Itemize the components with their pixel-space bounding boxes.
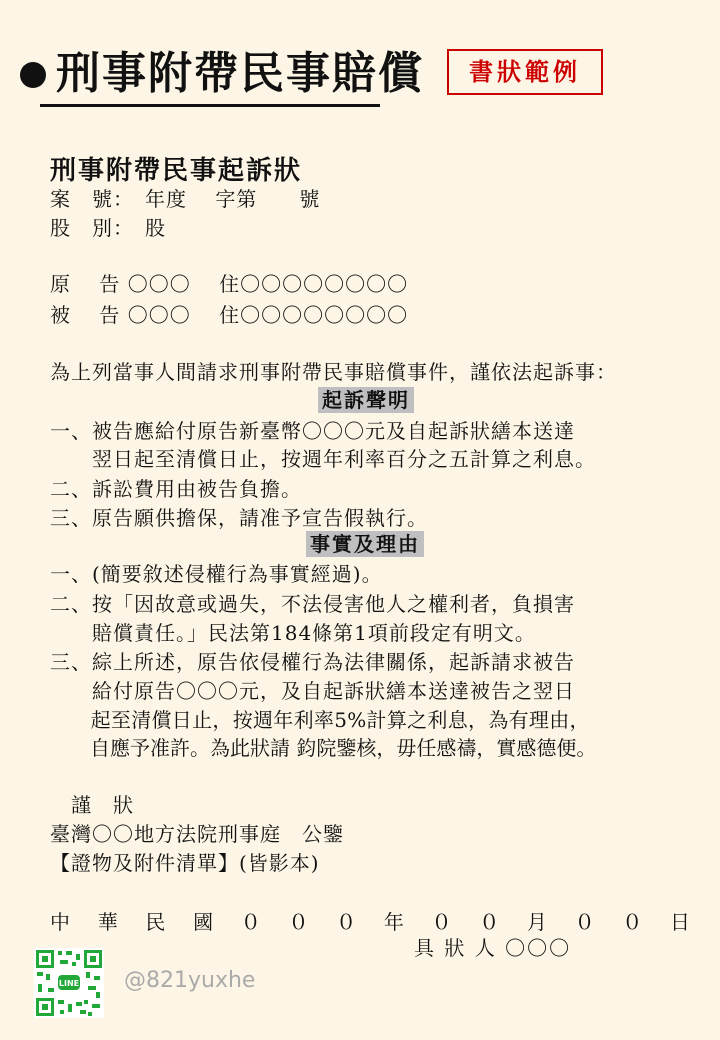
date-char: ０: [479, 910, 500, 934]
page-title: 刑事附帶民事賠償: [56, 48, 424, 99]
facts-line: 三、綜上所述，原告依侵權行為法律關係，起訴請求被告: [50, 650, 575, 674]
claim-line: 一、被告應給付原告新臺幣〇〇〇元及自起訴狀繕本送達: [50, 419, 575, 443]
claim-line: 翌日起至清償日止，按週年利率百分之五計算之利息。: [50, 447, 596, 471]
respectfully: 謹 狀: [50, 793, 134, 817]
date-row: [50, 906, 690, 935]
date-char: 日: [669, 910, 690, 934]
date-char: 華: [97, 910, 118, 934]
document-title: 刑事附帶民事起訴狀: [50, 156, 303, 186]
date-char: 年: [383, 910, 404, 934]
title-underline: [40, 104, 380, 107]
qr-line-label: LINE: [58, 979, 80, 988]
date-char: 中: [50, 910, 70, 934]
intro: 為上列當事人間請求刑事附帶民事賠償事件，謹依法起訴事：: [50, 360, 617, 384]
date-char: ０: [622, 910, 643, 934]
date-char: ０: [431, 910, 452, 934]
bullet-icon: [20, 62, 46, 88]
facts-line: 二、按「因故意或過失，不法侵害他人之權利者，負損害: [50, 592, 575, 616]
date-char: ０: [288, 910, 309, 934]
social-handle[interactable]: @821yuxhe: [124, 968, 256, 993]
court-address: 臺灣〇〇地方法院刑事庭 公鑒: [50, 822, 344, 846]
facts-line: 賠償責任。」民法第184條第1項前段定有明文。: [50, 621, 536, 645]
date-char: 月: [526, 910, 547, 934]
claim-heading: 起訴聲明: [318, 387, 414, 413]
defendant: 被 告 〇〇〇 住〇〇〇〇〇〇〇〇: [50, 303, 409, 327]
facts-line: 起至清償日止，按週年利率5%計算之利息，為有理由，: [50, 708, 590, 732]
claim-line: 二、訴訟費用由被告負擔。: [50, 477, 302, 501]
facts-heading: 事實及理由: [306, 531, 424, 557]
plaintiff: 原 告 〇〇〇 住〇〇〇〇〇〇〇〇: [50, 272, 409, 296]
facts-line: 給付原告〇〇〇元，及自起訴狀繕本送達被告之翌日: [50, 679, 575, 703]
date-char: 民: [145, 910, 166, 934]
date-char: 國: [193, 910, 214, 934]
line-qr-code-icon[interactable]: [34, 948, 104, 1018]
facts-line: 自應予准許。為此狀請 鈞院鑒核，毋任感禱，實感德便。: [50, 736, 597, 760]
date-char: ０: [336, 910, 357, 934]
date-char: ０: [574, 910, 595, 934]
case-number: 案 號： 年度 字第 號: [50, 187, 321, 211]
division: 股 別： 股: [50, 216, 166, 240]
sample-badge: 書狀範例: [447, 49, 603, 95]
signer: 具 狀 人 〇〇〇: [414, 936, 572, 960]
facts-line: 一、(簡要敘述侵權行為事實經過)。: [50, 562, 383, 586]
claim-line: 三、原告願供擔保，請准予宣告假執行。: [50, 506, 428, 530]
evidence-list: 【證物及附件清單】(皆影本): [50, 851, 320, 875]
date-char: ０: [240, 910, 261, 934]
